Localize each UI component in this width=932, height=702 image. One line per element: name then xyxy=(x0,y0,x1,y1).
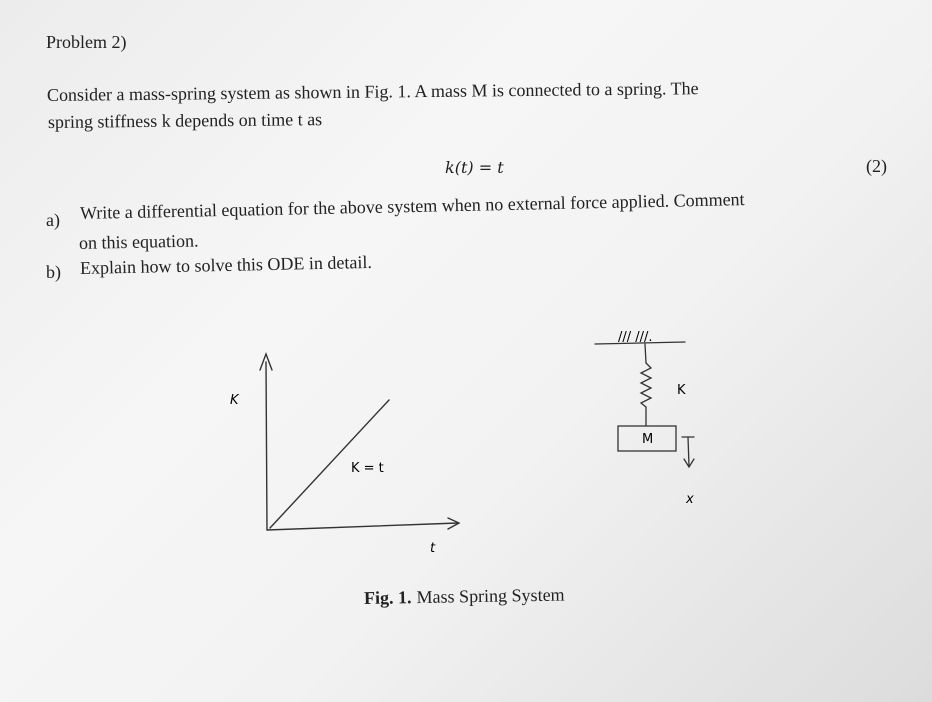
question-b-text: Explain how to solve this ODE in detail. xyxy=(79,251,373,278)
mass-label: M xyxy=(642,432,654,447)
question-b-label: b) xyxy=(46,262,61,282)
line-label: K = t xyxy=(351,461,384,476)
caption-text: Mass Spring System xyxy=(416,584,565,608)
displacement-arrow-shaft xyxy=(688,437,689,466)
intro-line-2: spring stiffness k depends on time t as xyxy=(47,109,323,132)
spring-label: K xyxy=(677,383,686,398)
caption-number: Fig. 1. xyxy=(363,587,412,608)
displacement-label: x xyxy=(686,492,694,507)
question-a-line-1: Write a differential equation for the above system when no external force applied. Comment xyxy=(79,189,745,223)
y-axis-label: K xyxy=(230,393,239,408)
y-axis xyxy=(266,362,267,530)
question-a-label: a) xyxy=(46,210,60,230)
figure-caption xyxy=(364,585,565,609)
equation: k(t) = t xyxy=(445,158,504,177)
question-a-line-2: on this equation. xyxy=(78,230,199,253)
mass-spring-diagram xyxy=(590,325,730,515)
k-vs-t-graph xyxy=(200,340,490,570)
ceiling-hatch: /// ///. xyxy=(618,330,653,345)
spring-coil xyxy=(641,363,651,407)
problem-title: Problem 2) xyxy=(46,32,127,52)
intro-line-1: Consider a mass-spring system as shown in Fig. 1. A mass M is connected to a spring. The xyxy=(46,78,699,105)
x-axis xyxy=(267,523,458,530)
spring-top-rod xyxy=(645,344,646,363)
x-axis-label: t xyxy=(430,541,436,556)
equation-number: (2) xyxy=(866,156,887,176)
